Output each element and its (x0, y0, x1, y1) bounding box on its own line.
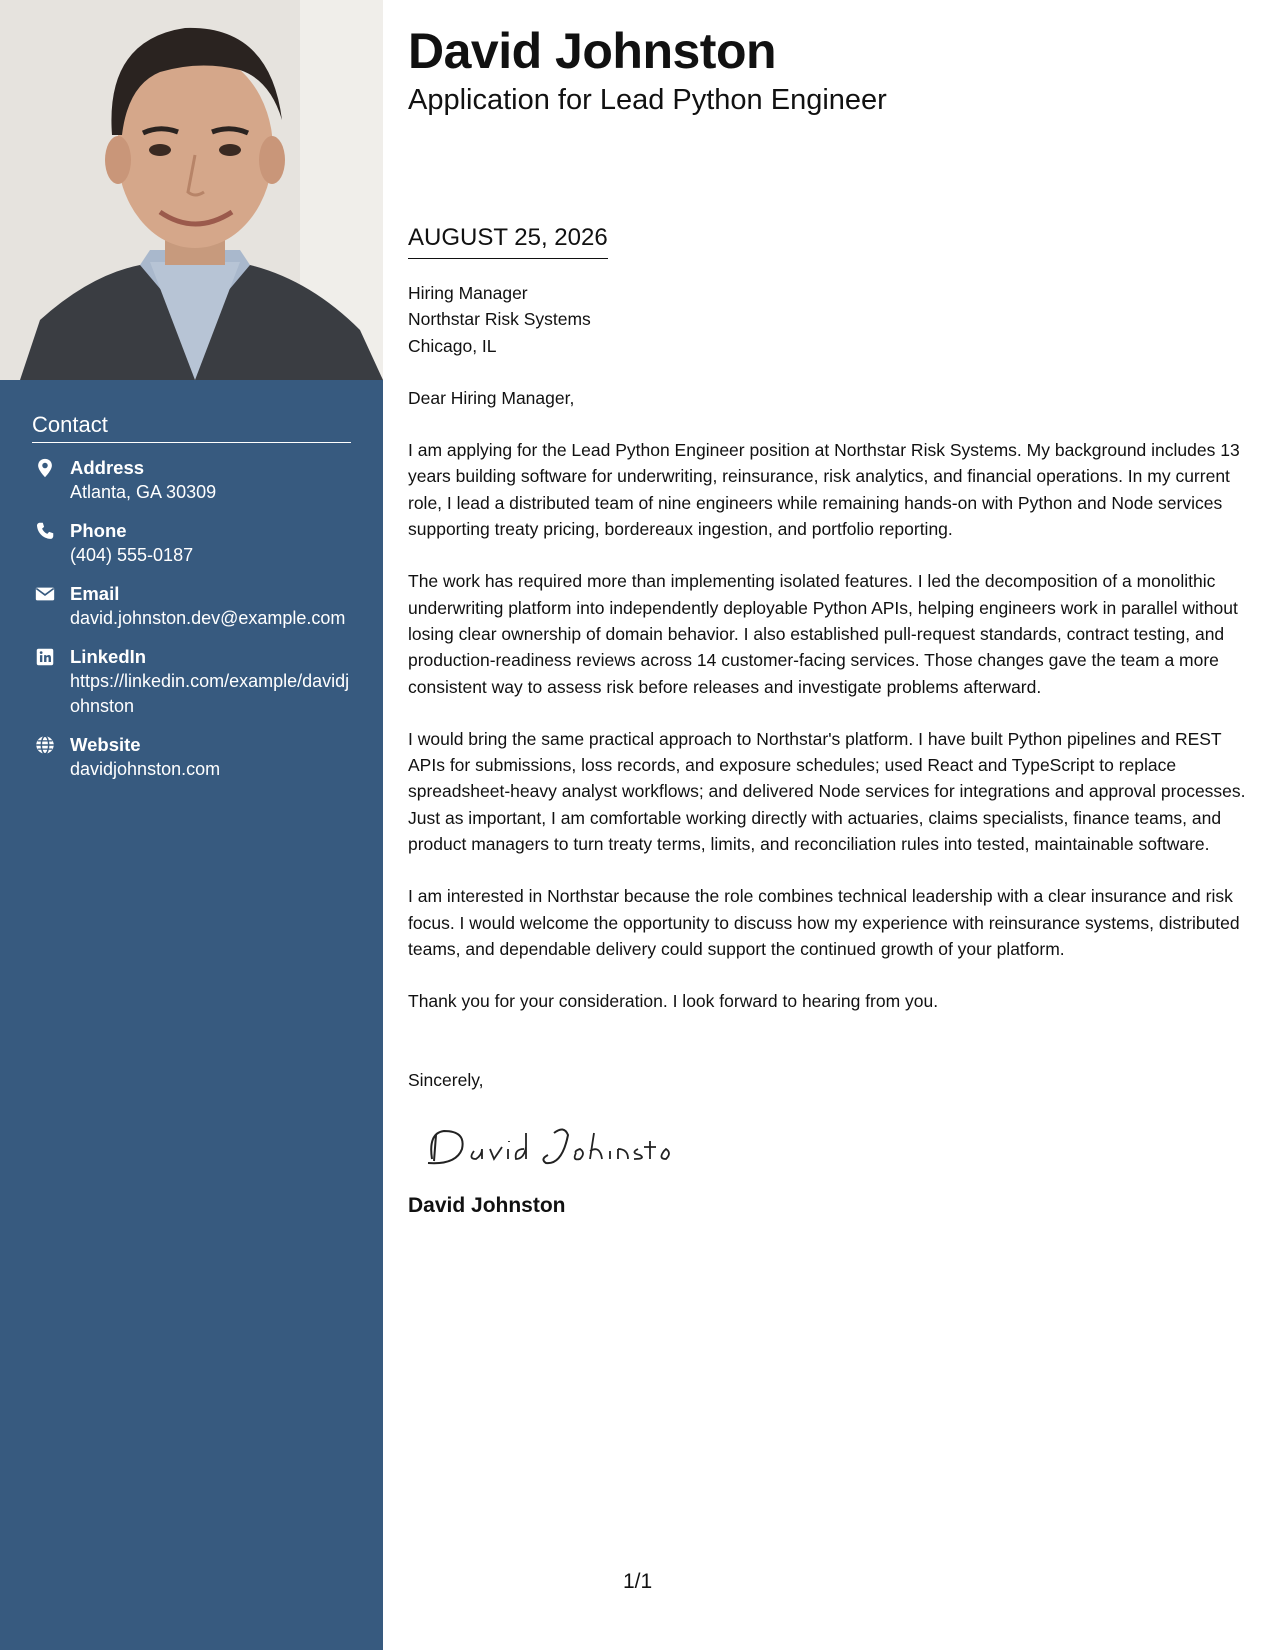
contact-address (32, 455, 351, 505)
phone-icon (34, 520, 56, 542)
recipient-line: Northstar Risk Systems (408, 309, 591, 330)
signature-image (414, 1119, 1248, 1175)
applicant-name: David Johnston (408, 23, 777, 79)
email-label: Email (70, 583, 120, 604)
paragraph: I would bring the same practical approach to Northstar's platform. I have built Python pipelines and REST APIs for submissions, loss records, and exposure schedules; used React and TypeScript to replace spreadsheet-heavy analyst workflows; and delivered Node services for integrations and approval processes. Just as important, I am comfortable working directly with actuaries, claims specialists, finance teams, and product managers to turn treaty terms, limits, and reconciliation rules into tested, maintainable software. (408, 728, 1246, 855)
phone-value: (404) 555-0187 (70, 545, 194, 565)
paragraph: I am interested in Northstar because the role combines technical leadership with a clear insurance and risk focus. I would welcome the opportunity to discuss how my experience with reinsurance systems, distributed teams, and dependable delivery could support the continued growth of your platform. (408, 886, 1240, 959)
contact-section (32, 412, 351, 795)
linkedin-label: LinkedIn (70, 646, 147, 667)
recipient-line: Chicago, IL (408, 335, 497, 356)
closing: Sincerely, (408, 1069, 484, 1090)
recipient-line: Hiring Manager (408, 283, 528, 303)
contact-linkedin (32, 644, 351, 719)
address-value: Atlanta, GA 30309 (70, 482, 217, 502)
paragraph: Thank you for your consideration. I look forward to hearing from you. (408, 991, 939, 1012)
address-label: Address (70, 457, 145, 478)
website-value[interactable]: davidjohnston.com (70, 759, 221, 779)
globe-icon (34, 734, 56, 756)
email-value[interactable]: david.johnston.dev@example.com (70, 608, 346, 628)
phone-label: Phone (70, 520, 127, 541)
contact-phone (32, 518, 351, 568)
profile-photo (0, 0, 383, 380)
envelope-icon (34, 583, 56, 605)
application-role: Application for Lead Python Engineer (408, 84, 887, 116)
website-label: Website (70, 734, 141, 755)
contact-email (32, 581, 351, 631)
letter-date: AUGUST 25, 2026 (408, 224, 608, 259)
sidebar (0, 0, 383, 1650)
salutation: Dear Hiring Manager, (408, 387, 575, 408)
signed-name: David Johnston (408, 1193, 566, 1217)
page-number: 1/1 (623, 1570, 653, 1593)
linkedin-icon (34, 646, 56, 668)
letter-body (408, 280, 1248, 1219)
contact-website (32, 732, 351, 782)
recipient-block (408, 280, 1248, 359)
linkedin-value[interactable]: https://linkedin.com/example/davidjohnston (70, 671, 350, 716)
contact-title: Contact (32, 412, 351, 443)
paragraph: The work has required more than implementing isolated features. I led the decomposition of a monolithic underwriting platform into independently deployable Python APIs, helping engineers work in parallel without losing clear ownership of domain behavior. I also established pull-request standards, contract testing, and production-readiness reviews across 14 customer-facing services. Those changes gave the team a more consistent way to assess risk before releases and investigate problems afterward. (408, 571, 1238, 697)
map-pin-icon (34, 457, 56, 479)
paragraph: I am applying for the Lead Python Engineer position at Northstar Risk Systems. My background includes 13 years building software for underwriting, reinsurance, risk analytics, and financial operations. In my current role, I lead a distributed team of nine engineers while remaining hands-on with Python and Node services supporting treaty pricing, bordereaux ingestion, and portfolio reporting. (408, 440, 1240, 540)
